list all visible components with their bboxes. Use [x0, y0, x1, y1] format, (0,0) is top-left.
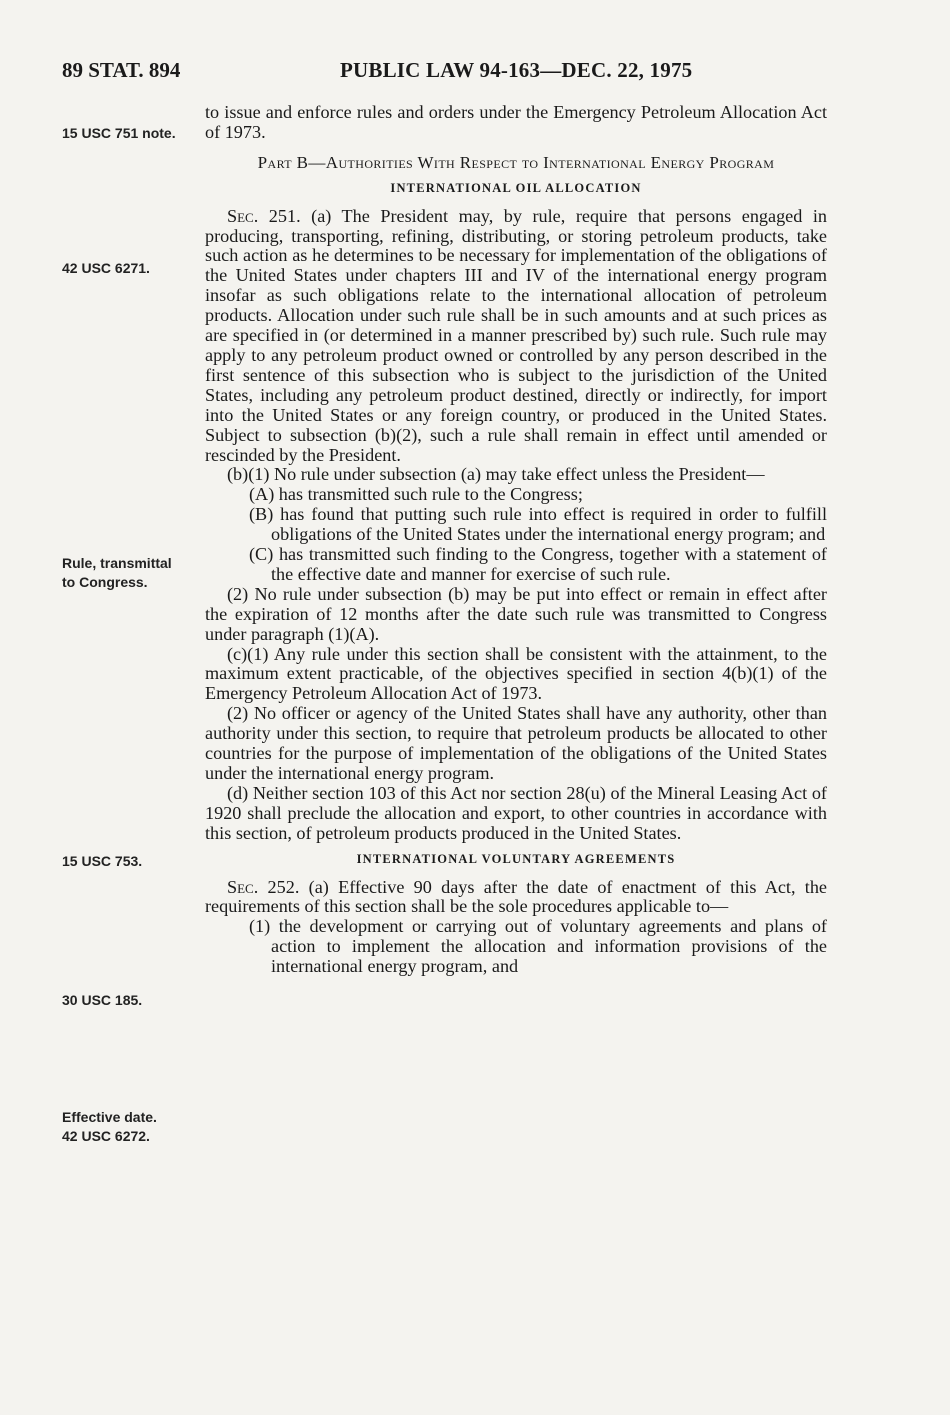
margin-note-15usc753: 15 USC 753. — [62, 853, 143, 869]
section-text: (a) The President may, by rule, require that persons engaged in producing, transporting, refining, distributing, or storing petroleum products, take such action as he determines to be necessary for implementation of the obligations of the United States under chapters III and IV of the international energy program insofar as such obligations relate to the international allocation of petroleum products. Allocation under such rule shall be in such amounts and at such prices as are specified in (or determined in a manner prescribed by) such rule. Such rule may apply to any petroleum product owned or controlled by any person described in the first sentence of this subsection who is subject to the jurisdiction of the United States, including any petroleum product destined, directly or indirectly, for import into the United States or any foreign country, or produced in the United States. Subject to subsection (b)(2), such a rule shall remain in effect until amended or rescinded by the President. — [205, 205, 828, 465]
margin-note-15usc751: 15 USC 751 note. — [62, 125, 176, 141]
section-caption-oil-allocation: INTERNATIONAL OIL ALLOCATION — [390, 180, 642, 195]
section-caption-voluntary-agreements: INTERNATIONAL VOLUNTARY AGREEMENTS — [356, 851, 676, 866]
section-label: Sec. 251. — [227, 205, 301, 226]
page-header — [0, 58, 950, 84]
subsection-c2: (2) No officer or agency of the United States shall have any authority, other than authority under this section, to require that petroleum products be allocated to other countries for the purpose of implementation of the obligations of the United States under the international energy program. — [205, 703, 827, 783]
subsection-c1: (c)(1) Any rule under this section shall be consistent with the attainment, to the maximum extent practicable, of the objectives specified in section 4(b)(1) of the Emergency Petroleum Allocation Act of 1973. — [205, 643, 827, 704]
margin-note-42usc6271: 42 USC 6271. — [62, 260, 150, 276]
running-title: PUBLIC LAW 94-163—DEC. 22, 1975 — [340, 58, 693, 82]
section-text: (a) Effective 90 days after the date of enactment of this Act, the requirements of this section shall be the sole procedures applicable to— — [205, 876, 827, 917]
main-text — [205, 103, 827, 977]
part-heading: Part B—Authorities With Respect to International Energy Program — [257, 152, 775, 172]
section-251a — [205, 207, 827, 466]
paragraph-continuation: to issue and enforce rules and orders under the Emergency Petroleum Allocation Act of 1973. — [205, 102, 827, 142]
clause-A: (A) has transmitted such rule to the Congress; — [249, 484, 583, 505]
subsection-d: (d) Neither section 103 of this Act nor section 28(u) of the Mineral Leasing Act of 1920 shall preclude the allocation and export, to other countries in accordance with this section, of petroleum products produced in the United States. — [205, 782, 827, 843]
margin-note-line: Rule, transmittal — [62, 555, 172, 571]
subsection-b1: (b)(1) No rule under subsection (a) may take effect unless the President— — [227, 464, 765, 485]
margin-note-rule-transmittal — [62, 554, 172, 592]
margin-note-effective-date — [62, 1108, 157, 1146]
section-label: Sec. 252. — [227, 876, 300, 897]
clause-C: (C) has transmitted such finding to the Congress, together with a statement of the effective date and manner for exercise of such rule. — [249, 544, 827, 584]
section-252a — [205, 878, 827, 918]
subsection-b2: (2) No rule under subsection (b) may be put into effect or remain in effect after the expiration of 12 months after the date such rule was transmitted to Congress under paragraph (1)(A). — [205, 583, 827, 644]
paragraph-252a1: (1) the development or carrying out of voluntary agreements and plans of action to implement the allocation and information provisions of the international energy program, and — [249, 916, 827, 977]
margin-note-line: to Congress. — [62, 574, 148, 590]
margin-note-line: Effective date. — [62, 1109, 157, 1125]
margin-note-30usc185: 30 USC 185. — [62, 992, 143, 1008]
clause-B: (B) has found that putting such rule into effect is required in order to fulfill obligations of the United States under the international energy program; and — [249, 504, 827, 545]
margin-note-line: 42 USC 6272. — [62, 1128, 150, 1144]
statute-page-number: 89 STAT. 894 — [62, 58, 181, 82]
